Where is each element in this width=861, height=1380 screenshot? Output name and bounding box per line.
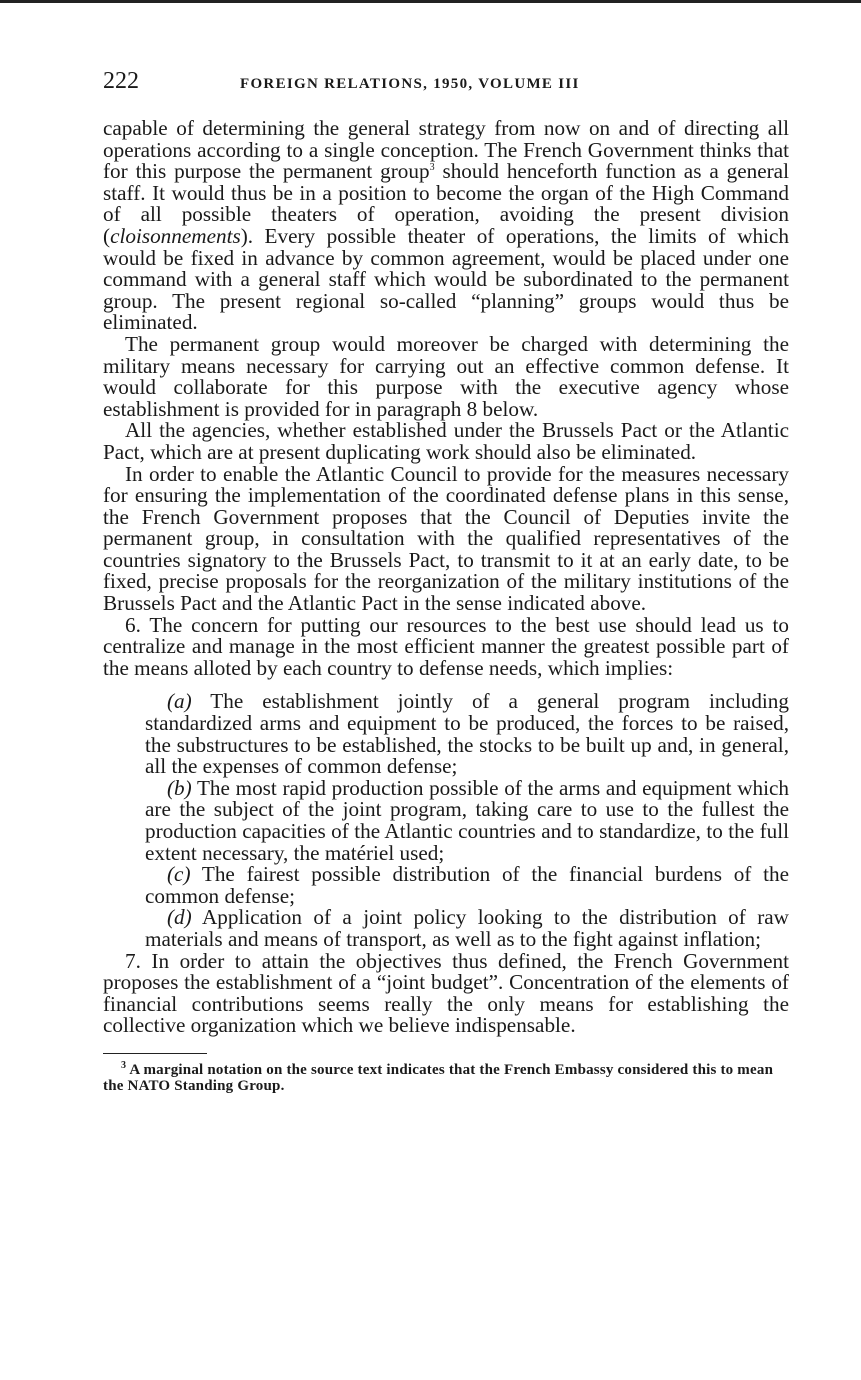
- list-marker: (b): [167, 775, 192, 800]
- footnote-divider: [103, 1053, 207, 1055]
- list-item: [145, 691, 789, 777]
- list-item: [145, 775, 789, 865]
- running-head: FOREIGN RELATIONS, 1950, VOLUME III: [240, 76, 580, 92]
- paragraph-6: 6. The concern for putting our resources to the best use should lead us to centralize and manage in the most efficient manner the greatest possible part of the means alloted by each country to defense needs, which implies:: [103, 612, 789, 680]
- page-number: 222: [103, 68, 139, 94]
- list-item-text: The most rapid production possible of the arms and equipment which are the subject of the joint program, taking care to use to the fullest the production capacities of the Atlantic countries and to standardize, to the full extent necessary, the matériel used;: [145, 775, 789, 865]
- list-item: [145, 907, 789, 950]
- paragraph-7: 7. In order to attain the objectives thus defined, the French Government proposes the establishment of a “joint budget”. Concentration of the elements of financial contributions seems really the only means for establishing the collective organization which we believe indispensable.: [103, 948, 789, 1038]
- list-item-text: Application of a joint policy looking to the distribution of raw materials and means of transport, as well as to the fight against inflation;: [145, 905, 789, 951]
- paragraph-agencies: All the agencies, whether established under the Brussels Pact or the Atlantic Pact, which are at present duplicating work should also be eliminated.: [103, 418, 789, 464]
- footnote-text: A marginal notation on the source text indicates that the French Embassy considered this to mean the NATO Standing Group.: [103, 1062, 774, 1095]
- footnote: [103, 1062, 789, 1094]
- paragraph-text: capable of determining the general strategy from now on and of directing all operations according to a single conception. The French Government thinks that for this purpose the permanent group: [103, 116, 789, 184]
- document-body: [103, 118, 789, 1037]
- list-item-text: The establishment jointly of a general program including standardized arms and equipment to be produced, the forces to be raised, the substructures to be established, the stocks to be built up and, in general, all the expenses of common defense;: [145, 689, 789, 779]
- page-header: [103, 68, 789, 108]
- list-item: [145, 864, 789, 907]
- paragraph-text: should henceforth function as a general staff. It would thus be in a position to become the organ of the High Command of all possible theaters of operation, avoiding the present division (: [103, 159, 789, 248]
- list-item-text: The fairest possible distribution of the financial burdens of the common defense;: [145, 862, 789, 908]
- italic-term: cloisonnements: [110, 223, 241, 248]
- list-marker: (c): [167, 862, 191, 887]
- paragraph-atlantic-council: In order to enable the Atlantic Council to provide for the measures necessary for ensuring the implementation of the coordinated defense plans in this sense, the French Government proposes that the Council of Deputies invite the permanent group, in consultation with the qualified representatives of the countries signatory to the Brussels Pact, to transmit to it at an early date, to be fixed, precise proposals for the reorganization of the military institutions of the Brussels Pact and the Atlantic Pact in the sense indicated above.: [103, 461, 789, 616]
- item-list: [145, 691, 789, 950]
- paragraph-continuation: [103, 118, 789, 334]
- paragraph-permanent-group: The permanent group would moreover be charged with determining the military means necessary for carrying out an effective common defense. It would collaborate for this purpose with the executive agency whose establishment is provided for in paragraph 8 below.: [103, 331, 789, 421]
- paragraph-text: ). Every possible theater of operations, the limits of which would be fixed in advance by common agreement, would be placed under one command with a general staff which would be subordinated to the permanent group. The present regional so-called “planning” groups would thus be eliminated.: [103, 223, 789, 335]
- list-marker: (d): [167, 905, 192, 930]
- top-border-line: [0, 0, 861, 3]
- footnote-reference[interactable]: 3: [429, 162, 435, 174]
- footnote-marker: 3: [121, 1060, 127, 1072]
- document-page: [103, 68, 789, 1094]
- list-marker: (a): [167, 689, 192, 714]
